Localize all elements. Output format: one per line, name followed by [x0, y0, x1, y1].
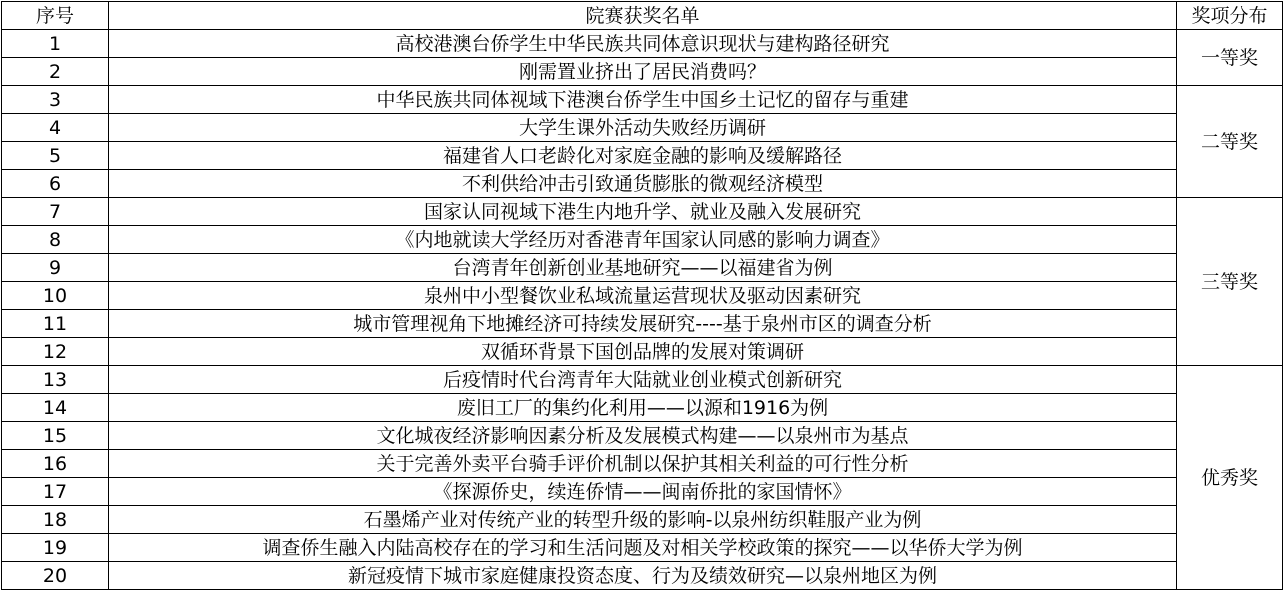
- row-number: 4: [2, 114, 109, 142]
- row-number: 17: [2, 478, 109, 506]
- row-title: 文化城夜经济影响因素分析及发展模式构建——以泉州市为基点: [109, 422, 1177, 450]
- table-row: [2, 30, 1283, 58]
- row-number: 2: [2, 58, 109, 86]
- table-row: [2, 422, 1283, 450]
- table-row: [2, 338, 1283, 366]
- award-level: 二等奖: [1177, 86, 1283, 198]
- row-number: 11: [2, 310, 109, 338]
- row-number: 8: [2, 226, 109, 254]
- table-row: [2, 282, 1283, 310]
- row-title: 关于完善外卖平台骑手评价机制以保护其相关利益的可行性分析: [109, 450, 1177, 478]
- row-number: 20: [2, 562, 109, 590]
- header-award: 奖项分布: [1177, 2, 1283, 30]
- table-row: [2, 562, 1283, 590]
- row-number: 18: [2, 506, 109, 534]
- row-number: 19: [2, 534, 109, 562]
- row-title: 台湾青年创新创业基地研究——以福建省为例: [109, 254, 1177, 282]
- table-row: [2, 226, 1283, 254]
- table-row: [2, 394, 1283, 422]
- table-row: [2, 534, 1283, 562]
- row-number: 13: [2, 366, 109, 394]
- header-number: 序号: [2, 2, 109, 30]
- table-row: [2, 310, 1283, 338]
- row-number: 3: [2, 86, 109, 114]
- row-title: 中华民族共同体视域下港澳台侨学生中国乡土记忆的留存与重建: [109, 86, 1177, 114]
- table-row: [2, 254, 1283, 282]
- row-title: 不利供给冲击引致通货膨胀的微观经济模型: [109, 170, 1177, 198]
- row-title: 高校港澳台侨学生中华民族共同体意识现状与建构路径研究: [109, 30, 1177, 58]
- row-title: 大学生课外活动失败经历调研: [109, 114, 1177, 142]
- table-row: [2, 478, 1283, 506]
- row-title: 福建省人口老龄化对家庭金融的影响及缓解路径: [109, 142, 1177, 170]
- row-number: 12: [2, 338, 109, 366]
- table-row: [2, 142, 1283, 170]
- table-row: [2, 506, 1283, 534]
- table-row: [2, 198, 1283, 226]
- row-number: 7: [2, 198, 109, 226]
- row-title: 石墨烯产业对传统产业的转型升级的影响-以泉州纺织鞋服产业为例: [109, 506, 1177, 534]
- award-level: 三等奖: [1177, 198, 1283, 366]
- award-level: 优秀奖: [1177, 366, 1283, 590]
- row-number: 9: [2, 254, 109, 282]
- row-title: 后疫情时代台湾青年大陆就业创业模式创新研究: [109, 366, 1177, 394]
- table-row: [2, 58, 1283, 86]
- row-title: 城市管理视角下地摊经济可持续发展研究----基于泉州市区的调查分析: [109, 310, 1177, 338]
- row-number: 6: [2, 170, 109, 198]
- row-title: 新冠疫情下城市家庭健康投资态度、行为及绩效研究—以泉州地区为例: [109, 562, 1177, 590]
- row-number: 15: [2, 422, 109, 450]
- row-number: 5: [2, 142, 109, 170]
- table-row: [2, 114, 1283, 142]
- award-level: 一等奖: [1177, 30, 1283, 86]
- row-title: 调查侨生融入内陆高校存在的学习和生活问题及对相关学校政策的探究——以华侨大学为例: [109, 534, 1177, 562]
- table-row: [2, 170, 1283, 198]
- row-title: 泉州中小型餐饮业私域流量运营现状及驱动因素研究: [109, 282, 1177, 310]
- table-row: [2, 450, 1283, 478]
- awards-body: [2, 30, 1283, 590]
- row-title: 废旧工厂的集约化利用——以源和1916为例: [109, 394, 1177, 422]
- row-number: 10: [2, 282, 109, 310]
- row-title: 刚需置业挤出了居民消费吗？: [109, 58, 1177, 86]
- row-title: 《探源侨史，续连侨情——闽南侨批的家国情怀》: [109, 478, 1177, 506]
- row-number: 1: [2, 30, 109, 58]
- row-title: 《内地就读大学经历对香港青年国家认同感的影响力调查》: [109, 226, 1177, 254]
- row-title: 双循环背景下国创品牌的发展对策调研: [109, 338, 1177, 366]
- awards-table: [1, 1, 1283, 590]
- table-row: [2, 86, 1283, 114]
- row-number: 14: [2, 394, 109, 422]
- header-row: [2, 2, 1283, 30]
- row-title: 国家认同视域下港生内地升学、就业及融入发展研究: [109, 198, 1177, 226]
- row-number: 16: [2, 450, 109, 478]
- header-name: 院赛获奖名单: [109, 2, 1177, 30]
- table-row: [2, 366, 1283, 394]
